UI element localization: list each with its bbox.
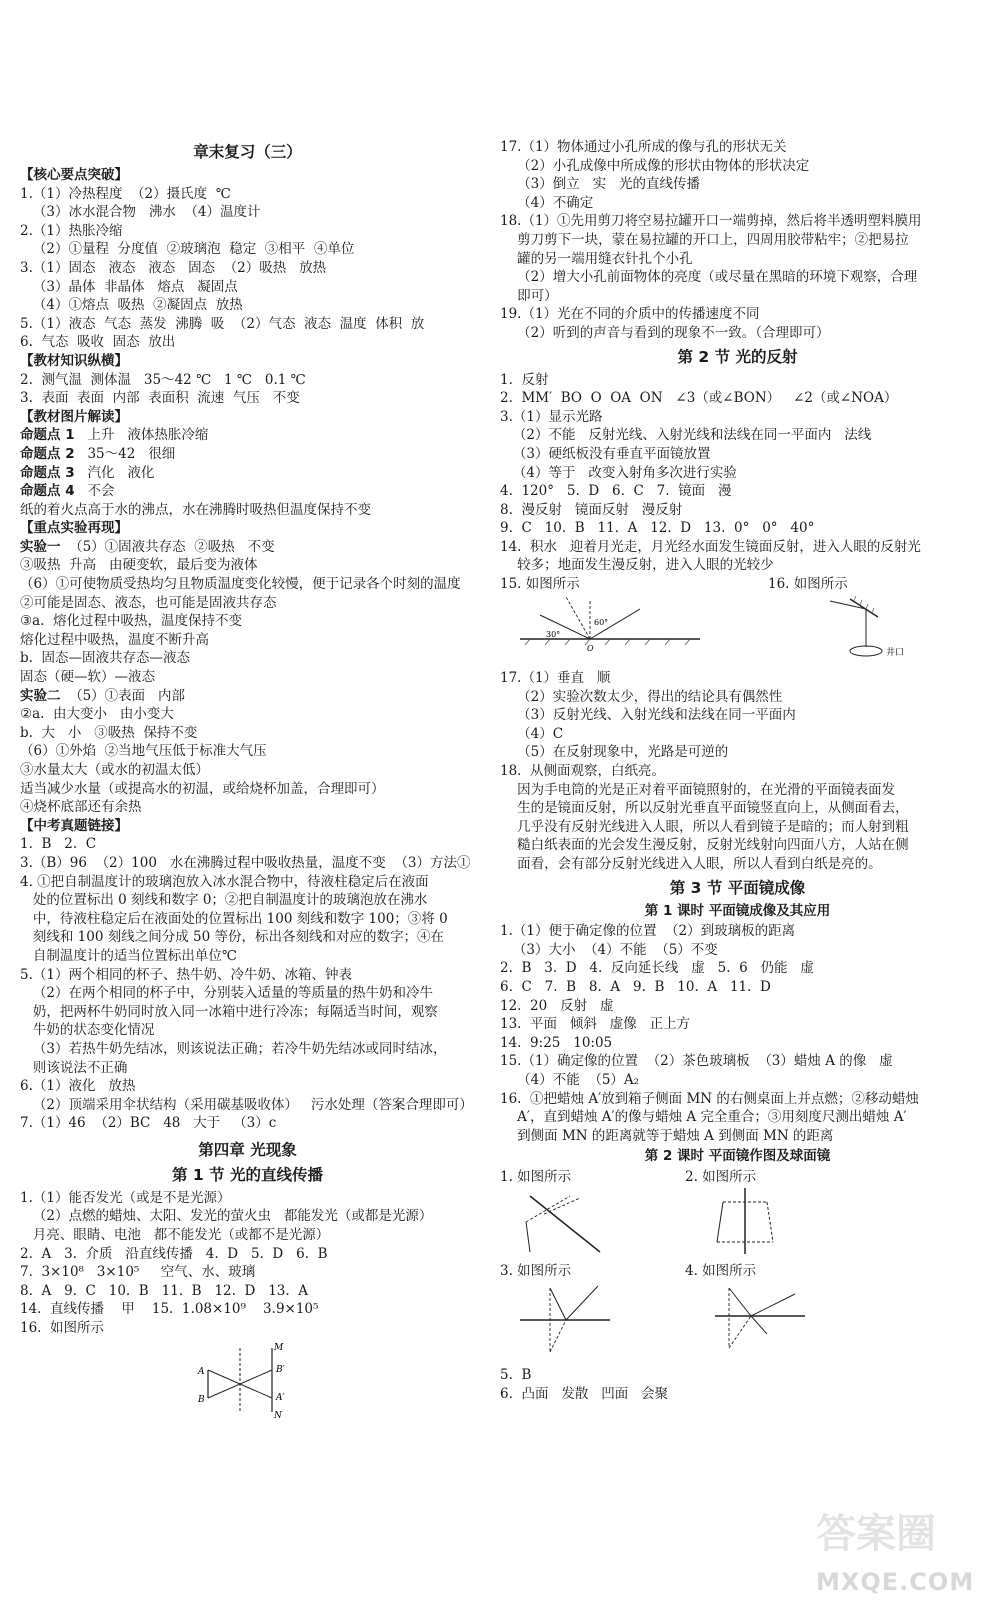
answer-line: 4. ①把自制温度计的玻璃泡放入冰水混合物中，待液柱稳定后在液面: [20, 873, 429, 890]
answer-line: 命题点 2 35～42 很细: [20, 445, 176, 462]
answer-line: 18.（1）①先用剪刀将空易拉罐开口一端剪掉，然后将半透明塑料膜用: [500, 213, 922, 230]
answer-line: （3）冰水混合物 沸水 （4）温度计: [20, 204, 261, 221]
answer-line: （3）大小 （4）不能 （5）不变: [500, 941, 718, 958]
lesson1-title: 第 1 课时 平面镜成像及其应用: [644, 902, 831, 919]
fig16-label-m: M: [274, 1342, 284, 1353]
answer-line: 7.（1）46 （2）BC 48 大于 （3）c: [20, 1115, 277, 1132]
answer-line: b. 固态—固液共存态—液态: [20, 650, 191, 667]
section-heading: 【教材知识纵横】: [20, 352, 128, 369]
fig3-caption: 3. 如图所示: [500, 1262, 572, 1279]
left-column: [20, 138, 475, 1424]
answer-line: 7. 3×10⁸ 3×10⁵ 空气、水、玻璃: [20, 1264, 256, 1281]
answer-line: 2. 测气温 测体温 35～42 ℃ 1 ℃ 0.1 ℃: [20, 371, 306, 388]
answer-line: 实验一 （5）①固液共存态 ②吸热 不变: [20, 538, 275, 555]
figure-3-mirror: [510, 1282, 620, 1362]
review-title: 章末复习（三）: [193, 143, 302, 161]
answer-line: ②a. 由大变小 由小变大: [20, 706, 174, 723]
section1-answers: [20, 1189, 475, 1338]
answer-line: 5.（1）两个相同的杯子、热牛奶、冷牛奶、冰箱、钟表: [20, 966, 352, 983]
answer-line: 13. 平面 倾斜 虚像 正上方: [500, 1016, 691, 1033]
answer-line: （4）①熔点 吸热 ②凝固点 放热: [20, 297, 243, 314]
bold-label: 命题点 4: [20, 483, 75, 500]
figure-15-reflection: [510, 595, 710, 665]
answer-line: ②可能是固态、液态，也可能是固液共存态: [20, 594, 277, 611]
fig16-caption: 16. 如图所示: [768, 576, 848, 593]
section-heading: 【核心要点突破】: [20, 167, 128, 183]
figure-16-well-mirror: [810, 595, 950, 665]
fig16-label-a: A: [198, 1366, 205, 1377]
answer-line: 1.（1）便于确定像的位置 （2）到玻璃板的距离: [500, 923, 796, 940]
fig-captions-3-4: [500, 1262, 975, 1280]
answer-line: 1. B 2. C: [20, 836, 97, 853]
answer-line: 15.（1）确定像的位置 （2）茶色玻璃板 （3）蜡烛 A 的像 虚: [500, 1053, 893, 1070]
bold-label: 命题点 2: [20, 445, 75, 462]
fig-captions-15-16: [500, 575, 975, 593]
answer-line: 4. 120° 5. D 6. C 7. 镜面 漫: [500, 483, 732, 500]
right-column: [500, 138, 975, 1403]
watermark-logo: [810, 1511, 980, 1600]
answer-line: （2）在两个相同的杯子中，分别装入适量的等质量的热牛奶和冷牛: [20, 985, 433, 1002]
answer-line: 实验二 （5）①表面 内部: [20, 687, 186, 704]
answer-line: （6）①外焰 ②当地气压低于标准大气压: [20, 743, 267, 760]
figure-2-mirror: [695, 1188, 805, 1258]
fig16-label-bp: B′: [276, 1364, 285, 1375]
fig4-caption: 4. 如图所示: [685, 1262, 757, 1279]
bold-label: 命题点 1: [20, 427, 75, 444]
figures-3-4: [500, 1282, 975, 1362]
answer-line: b. 大 小 ③吸热 保持不变: [20, 724, 198, 741]
answer-line: 奶，把两杯牛奶同时放入同一冰箱中进行冷冻；每隔适当时间，观察: [20, 1003, 438, 1020]
answer-line: ④烧杯底部还有余热: [20, 799, 142, 816]
answer-line: 则该说法不正确: [20, 1059, 128, 1076]
answer-line: （4）C: [500, 725, 564, 742]
section2-answers: [500, 371, 975, 576]
section3-title: 第 3 节 平面镜成像: [669, 878, 806, 897]
left-answers: [20, 166, 475, 1133]
answer-line: 自制温度计的适当位置标出单位℃: [20, 947, 237, 964]
answer-line: 剪刀剪下一块，蒙在易拉罐的开口上，四周用胶带粘牢；②把易拉: [500, 231, 909, 248]
answer-line: （2）小孔成像中所成像的形状由物体的形状决定: [500, 157, 810, 174]
watermark-big: 答案圈: [816, 1511, 936, 1557]
answer-line: （2）实验次数太少，得出的结论具有偶然性: [500, 688, 783, 705]
answer-line: （3）反射光线、入射光线和法线在同一平面内: [500, 707, 796, 724]
answer-line: 2.（1）热胀冷缩: [20, 222, 123, 239]
answer-line: （2）①量程 分度值 ②玻璃泡 稳定 ③相平 ④单位: [20, 241, 355, 258]
lesson1-answers: [500, 922, 975, 1145]
answer-line: 固态（硬—软）—液态: [20, 669, 155, 686]
answer-line: 14. 积水 迎着月光走，月光经水面发生镜面反射，进入人眼的反射光: [500, 538, 921, 555]
answer-line: （2）增大小孔前面物体的亮度（或尽量在黑暗的环境下观察，合理: [500, 269, 918, 286]
answer-line: 8. A 9. C 10. B 11. B 12. D 13. A: [20, 1282, 308, 1299]
answer-line: 牛奶的状态变化情况: [20, 1022, 155, 1039]
answer-line: 命题点 4 不会: [20, 483, 115, 500]
answer-line: 因为手电筒的光是正对着平面镜照射的，在光滑的平面镜表面发: [500, 781, 896, 798]
answer-line: （3）硬纸板没有垂直平面镜放置: [500, 445, 711, 462]
section-heading: 【中考真题链接】: [20, 817, 128, 834]
chapter-title: 第四章 光现象: [198, 1140, 297, 1159]
answer-line: （2）点燃的蜡烛、太阳、发光的萤火虫 都能发光（或都是光源）: [20, 1208, 433, 1225]
answer-line: 即可）: [500, 287, 558, 304]
answer-line: （5）在反射现象中，光路是可逆的: [500, 744, 729, 761]
answer-line: 1.（1）冷热程度 （2）摄氏度 ℃: [20, 185, 231, 202]
answer-line: 17.（1）垂直 顺: [500, 670, 611, 687]
answer-line: （3）晶体 非晶体 熔点 凝固点: [20, 278, 238, 295]
fig15-angle-60: 60°: [594, 618, 609, 628]
figure-1-mirror: [510, 1188, 620, 1258]
answer-line: （2）听到的声音与看到的现象不一致。（合理即可）: [500, 324, 830, 341]
answer-line: （4）不能 （5）A₂: [500, 1071, 640, 1088]
answer-line: 5.（1）液态 气态 蒸发 沸腾 吸 （2）气态 液态 温度 体积 放: [20, 315, 425, 332]
answer-line: 14. 直线传播 甲 15. 1.08×10⁹ 3.9×10⁵: [20, 1301, 319, 1318]
answer-line: 17.（1）物体通过小孔所成的像与孔的形状无关: [500, 139, 787, 155]
section-heading: 【重点实验再现】: [20, 520, 128, 537]
fig16-label-b: B: [198, 1394, 205, 1405]
answer-line: 12. 20 反射 虚: [500, 997, 614, 1014]
answer-line: 纸的着火点高于水的沸点，水在沸腾时吸热但温度保持不变: [20, 501, 371, 518]
answer-line: ③a. 熔化过程中吸热，温度保持不变: [20, 613, 243, 630]
fig16-label-ap: A′: [276, 1392, 285, 1403]
answer-line: A′，直到蜡烛 A′的像与蜡烛 A 完全重合；③用刻度尺测出蜡烛 A′: [500, 1109, 907, 1126]
answer-line: 6. C 7. B 8. A 9. B 10. A 11. D: [500, 978, 771, 995]
bold-label: 实验一: [20, 538, 61, 555]
answer-line: （4）不确定: [500, 194, 594, 211]
answer-line: 5. B: [500, 1366, 532, 1383]
section-heading: 【教材图片解读】: [20, 408, 128, 425]
answer-line: 面看，会有部分反射光线进入人眼，所以人看到白纸是亮的。: [500, 856, 882, 872]
answer-line: 刻线和 100 刻线之间分成 50 等份，标出各刻线和对应的数字；④在: [20, 929, 444, 946]
right-answers-1: [500, 138, 975, 343]
answer-line: （3）倒立 实 光的直线传播: [500, 176, 701, 193]
answer-line: 3.（1）显示光路: [500, 408, 603, 425]
answer-line: 命题点 1 上升 液体热胀冷缩: [20, 427, 209, 444]
answer-line: 罐的另一端用缝衣针扎个小孔: [500, 250, 693, 267]
answer-line: ③吸热 升高 由硬变软，最后变为液体: [20, 557, 258, 574]
figure-4-mirror: [705, 1282, 815, 1362]
answer-line: 2. B 3. D 4. 反向延长线 虚 5. 6 仍能 虚: [500, 960, 814, 977]
figures-1-2: [500, 1188, 975, 1258]
answer-line: 6. 凸面 发散 凹面 会聚: [500, 1385, 669, 1402]
answer-line: （2）顶端采用伞状结构（采用碳基吸收体） 污水处理（答案合理即可）: [20, 1096, 473, 1113]
answer-line: 熔化过程中吸热，温度不断升高: [20, 631, 209, 648]
lesson2-title: 第 2 课时 平面镜作图及球面镜: [644, 1148, 831, 1165]
answer-line: 3.（1）固态 液态 液态 固态 （2）吸热 放热: [20, 259, 327, 276]
section2-title: 第 2 节 光的反射: [677, 347, 798, 366]
answer-line: 16. ①把蜡烛 A′放到箱子侧面 MN 的右侧桌面上并点燃；②移动蜡烛: [500, 1090, 919, 1107]
answer-line: 14. 9:25 10:05: [500, 1034, 613, 1051]
fig1-caption: 1. 如图所示: [500, 1168, 572, 1185]
bold-label: 实验二: [20, 687, 61, 704]
answer-line: 19.（1）光在不同的介质中的传播速度不同: [500, 306, 760, 323]
watermark-url: MXQE.COM: [816, 1568, 975, 1596]
answer-line: 几乎没有反射光线进入人眼，所以人看到镜子是暗的；而人射到粗: [500, 818, 909, 835]
answer-line: 6. 气态 吸收 固态 放出: [20, 334, 176, 351]
answer-line: 中，待液柱稳定后在液面处的位置标出 100 刻线和数字 100；③将 0: [20, 910, 448, 927]
fig-captions-1-2: [500, 1168, 975, 1186]
answer-line: ③水量太大（或水的初温太低）: [20, 762, 209, 778]
answer-line: 1. 反射: [500, 371, 549, 388]
answer-line: 较多；地面发生漫反射，进入人眼的光较少: [500, 557, 774, 574]
section1-title: 第 1 节 光的直线传播: [172, 1165, 323, 1184]
figures-15-16: [500, 595, 975, 665]
answer-line: 生的是镜面反射，所以反射光垂直平面镜竖直向上，从侧面看去，: [500, 800, 909, 817]
answer-line: 处的位置标出 0 刻线和数字 0；②把自制温度计的玻璃泡放在沸水: [20, 892, 428, 909]
answer-line: 到侧面 MN 的距离就等于蜡烛 A 到侧面 MN 的距离: [500, 1127, 834, 1144]
answer-line: 6.（1）液化 放热: [20, 1078, 136, 1095]
answer-line: 8. 漫反射 镜面反射 漫反射: [500, 501, 683, 518]
fig15-label-o: O: [587, 644, 594, 654]
answer-line: （3）若热牛奶先结冰，则该说法正确；若冷牛奶先结冰或同时结冰，: [20, 1040, 447, 1057]
bold-label: 命题点 3: [20, 464, 75, 481]
answer-line: 18. 从侧面观察，白纸亮。: [500, 763, 666, 780]
answer-line: 适当减少水量（或提高水的初温，或给烧杯加盖，合理即可）: [20, 780, 385, 797]
answer-line: 3. 表面 表面 内部 表面积 流速 气压 不变: [20, 390, 300, 407]
answer-line: （4）等于 改变入射角多次进行实验: [500, 464, 737, 481]
answer-line: 9. C 10. B 11. A 12. D 13. 0° 0° 40°: [500, 520, 815, 537]
fig2-caption: 2. 如图所示: [685, 1168, 757, 1185]
fig16-well-label: 井口: [886, 648, 905, 659]
figure-16-pinhole: [20, 1340, 475, 1420]
answer-line: 2. A 3. 介质 沿直线传播 4. D 5. D 6. B: [20, 1245, 328, 1262]
fig15-caption: 15. 如图所示: [500, 576, 580, 593]
answer-line: 月亮、眼睛、电池 都不能发光（或都不是光源）: [20, 1227, 330, 1244]
answer-line: （2）不能 反射光线、入射光线和法线在同一平面内 法线: [500, 427, 872, 444]
fig16-label-n: N: [274, 1410, 282, 1420]
answer-line: 2. MM′ BO O OA ON ∠3（或∠BON） ∠2（或∠NOA）: [500, 390, 898, 407]
answer-line: 命题点 3 汽化 液化: [20, 464, 155, 481]
answer-line: 1.（1）能否发光（或是不是光源）: [20, 1189, 231, 1206]
answer-line: 糙白纸表面的光会发生漫反射，反射光线射向四面八方，人站在侧: [500, 837, 909, 854]
lesson2-answers: [500, 1366, 975, 1403]
section2-answers-cont: [500, 669, 975, 874]
answer-line: （6）①可使物质受热均匀且物质温度变化较慢，便于记录各个时刻的温度: [20, 576, 461, 593]
answer-line: 16. 如图所示: [20, 1320, 105, 1337]
answer-line: 3.（B）96 （2）100 水在沸腾过程中吸收热量，温度不变 （3）方法①: [20, 854, 471, 871]
fig15-angle-30: 30°: [546, 630, 561, 640]
